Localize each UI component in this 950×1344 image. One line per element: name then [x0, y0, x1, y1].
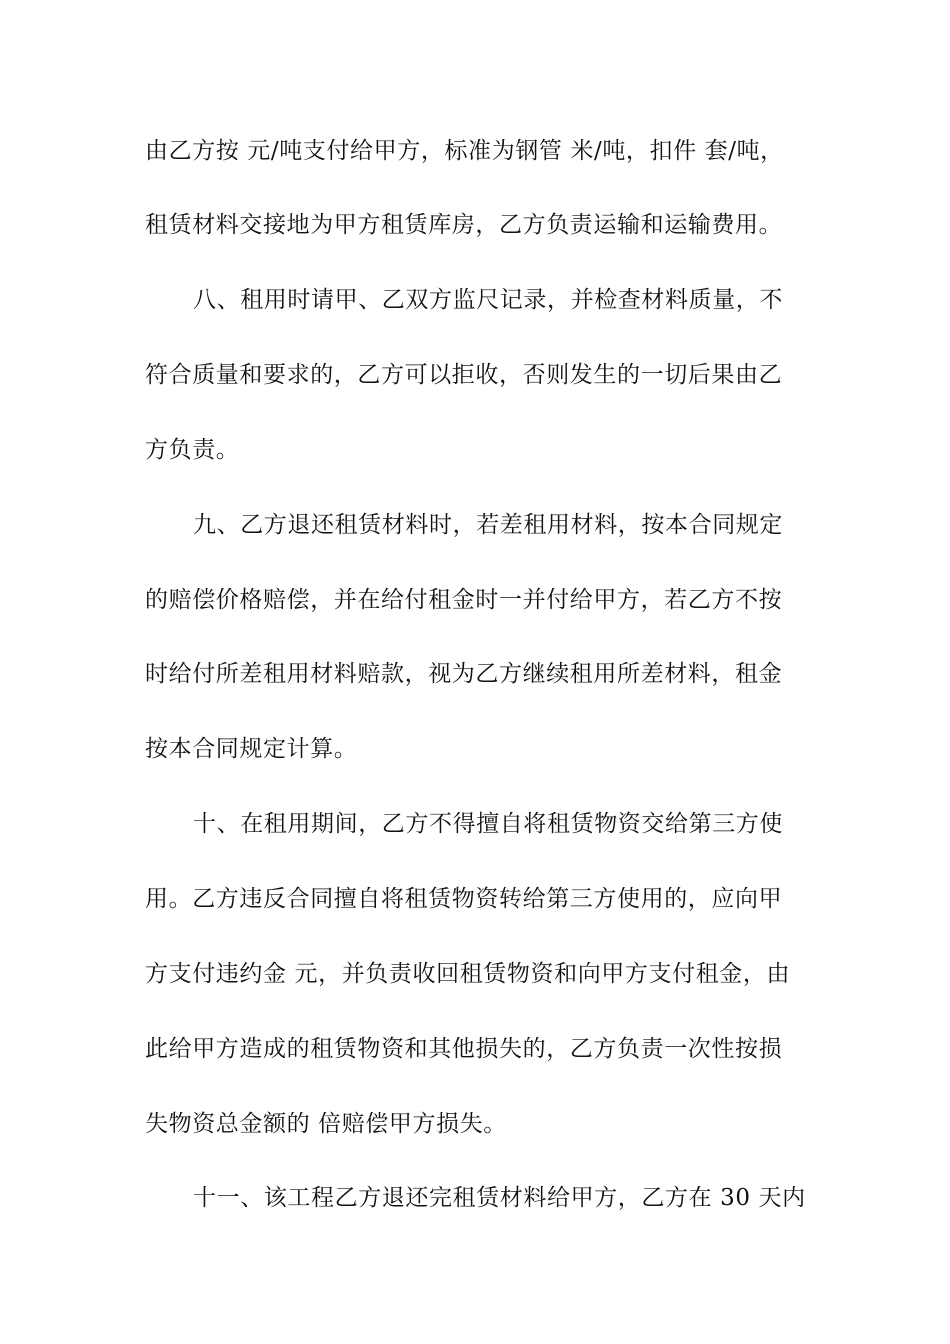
text-line: 方支付违约金 元，并负责收回租赁物资和向甲方支付租金，由 [145, 961, 791, 987]
text-line: 的赔偿价格赔偿，并在给付租金时一并付给甲方，若乙方不按 [145, 587, 783, 613]
text-line: 失物资总金额的 倍赔偿甲方损失。 [145, 1111, 507, 1137]
paragraph-9-start: 九、乙方退还租赁材料时，若差租用材料，按本合同规定 [193, 512, 783, 538]
text-line: 由乙方按 元/吨支付给甲方，标准为钢管 米/吨，扣件 套/吨， [145, 138, 784, 164]
text-line: 此给甲方造成的租赁物资和其他损失的，乙方负责一次性按损 [145, 1036, 783, 1062]
paragraph-10-start: 十、在租用期间，乙方不得擅自将租赁物资交给第三方使 [193, 811, 783, 837]
text-line: 符合质量和要求的，乙方可以拒收，否则发生的一切后果由乙 [145, 362, 783, 388]
paragraph-8-start: 八、租用时请甲、乙双方监尺记录，并检查材料质量，不 [193, 287, 783, 313]
paragraph-11-start: 十一、该工程乙方退还完租赁材料给甲方，乙方在 30 天内 [193, 1185, 806, 1211]
text-line: 租赁材料交接地为甲方租赁库房，乙方负责运输和运输费用。 [145, 212, 783, 238]
text-line: 用。乙方违反合同擅自将租赁物资转给第三方使用的，应向甲 [145, 886, 783, 912]
text-line: 按本合同规定计算。 [145, 736, 358, 762]
text-line: 时给付所差租用材料赔款，视为乙方继续租用所差材料，租金 [145, 661, 783, 687]
text-line: 方负责。 [145, 437, 240, 463]
